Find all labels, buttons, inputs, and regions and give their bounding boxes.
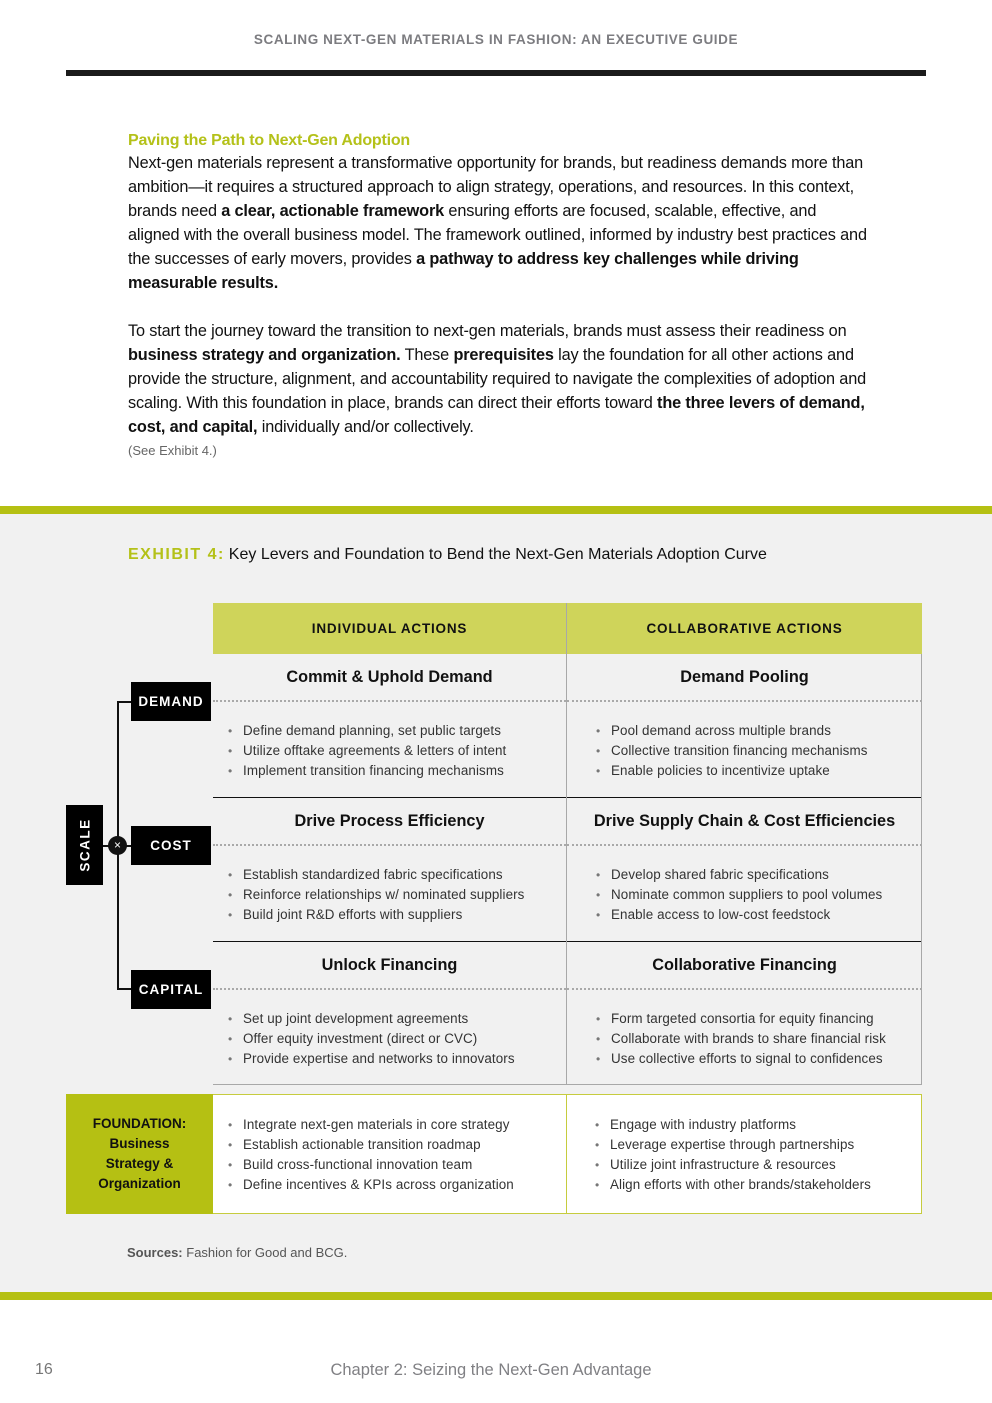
connector-demand bbox=[117, 701, 131, 703]
cell-demand-collaborative bbox=[567, 654, 922, 798]
bullet-item: • Enable access to low-cost feedstock bbox=[595, 905, 922, 925]
bullet-item: • Engage with industry platforms bbox=[594, 1115, 921, 1135]
bullet-item: • Use collective efforts to signal to confidences bbox=[595, 1049, 922, 1069]
bullet-list bbox=[213, 846, 566, 925]
bullet-item: • Utilize offtake agreements & letters of intent bbox=[227, 741, 566, 761]
lever-row-cost bbox=[213, 797, 922, 941]
lever-row-demand bbox=[213, 654, 922, 798]
exhibit-title bbox=[128, 546, 767, 564]
cell-title: Commit & Uphold Demand bbox=[286, 667, 493, 686]
column-divider bbox=[566, 603, 567, 1085]
cell-title: Demand Pooling bbox=[680, 667, 809, 686]
cell-title: Collaborative Financing bbox=[652, 955, 837, 974]
header-rule bbox=[66, 70, 926, 76]
foundation-label-line: Organization bbox=[98, 1176, 181, 1191]
exhibit-reference: (See Exhibit 4.) bbox=[128, 443, 217, 458]
bullet-item: • Collective transition financing mechanisms bbox=[595, 741, 922, 761]
sources-label: Sources: bbox=[127, 1245, 183, 1260]
bullet-item: • Nominate common suppliers to pool volumes bbox=[595, 885, 922, 905]
table-right-edge bbox=[921, 654, 922, 1085]
running-header: SCALING NEXT-GEN MATERIALS IN FASHION: AN EXECUTIVE GUIDE bbox=[253, 32, 739, 47]
foundation-label-line: Business bbox=[109, 1136, 170, 1151]
bullet-item: • Align efforts with other brands/stakeholders bbox=[594, 1175, 921, 1195]
bullet-item: • Provide expertise and networks to innovators bbox=[227, 1049, 566, 1069]
bullet-list bbox=[213, 702, 566, 781]
bullet-item: • Build cross-functional innovation team bbox=[227, 1155, 566, 1175]
exhibit-label: EXHIBIT 4: bbox=[128, 546, 225, 563]
page-number: 16 bbox=[35, 1361, 53, 1378]
lever-row-capital bbox=[213, 941, 922, 1085]
bullet-list bbox=[567, 846, 922, 925]
lever-tag-cost: COST bbox=[131, 826, 211, 865]
foundation-individual bbox=[213, 1094, 567, 1214]
cell-capital-collaborative bbox=[567, 942, 922, 1084]
cell-title: Drive Process Efficiency bbox=[294, 811, 485, 830]
multiply-node-icon: × bbox=[108, 836, 127, 855]
cell-cost-individual bbox=[213, 798, 566, 941]
bullet-item: • Define demand planning, set public targets bbox=[227, 721, 566, 741]
bullet-item: • Leverage expertise through partnerships bbox=[594, 1135, 921, 1155]
cell-demand-individual bbox=[213, 654, 566, 798]
bullet-item: • Develop shared fabric specifications bbox=[595, 865, 922, 885]
section-title: Paving the Path to Next-Gen Adoption bbox=[128, 132, 410, 149]
cell-capital-individual bbox=[213, 942, 566, 1084]
intro-paragraph-2: To start the journey toward the transition to next-gen materials, brands must assess their readiness on business strategy and organization. These prerequisites lay the foundation for all other actions and provide the structure, alignment, and accountability required to navigate the complexities of adoption and scaling. With this foundation in place, brands can direct their efforts toward the three levers of demand, cost, and capital, individually and/or collectively. bbox=[128, 322, 867, 436]
lever-tag-demand: DEMAND bbox=[131, 682, 211, 721]
foundation-label-line: Strategy & bbox=[105, 1156, 174, 1171]
exhibit-title-text: Key Levers and Foundation to Bend the Next-Gen Materials Adoption Curve bbox=[228, 546, 767, 563]
sources-text: Fashion for Good and BCG. bbox=[182, 1245, 348, 1260]
chapter-footer: Chapter 2: Seizing the Next-Gen Advantage bbox=[330, 1361, 652, 1379]
bullet-item: • Establish standardized fabric specifications bbox=[227, 865, 566, 885]
bullet-item: • Form targeted consortia for equity financing bbox=[595, 1009, 922, 1029]
sources-note bbox=[127, 1245, 347, 1260]
bullet-list bbox=[567, 990, 922, 1069]
bullet-item: • Implement transition financing mechanisms bbox=[227, 761, 566, 781]
scale-label-box bbox=[66, 805, 103, 885]
cell-title: Unlock Financing bbox=[321, 955, 458, 974]
foundation-collaborative bbox=[567, 1094, 922, 1214]
bullet-item: • Collaborate with brands to share financial risk bbox=[595, 1029, 922, 1049]
exhibit-4 bbox=[0, 506, 992, 1300]
scale-label: SCALE bbox=[77, 818, 92, 872]
bullet-list bbox=[213, 1095, 566, 1195]
bullet-item: • Pool demand across multiple brands bbox=[595, 721, 922, 741]
column-header-individual: INDIVIDUAL ACTIONS bbox=[213, 603, 566, 654]
bullet-item: • Build joint R&D efforts with suppliers bbox=[227, 905, 566, 925]
cell-cost-collaborative bbox=[567, 798, 922, 941]
bullet-item: • Enable policies to incentivize uptake bbox=[595, 761, 922, 781]
foundation-label-line: FOUNDATION: bbox=[92, 1116, 187, 1131]
foundation-row bbox=[66, 1094, 922, 1214]
cell-title: Drive Supply Chain & Cost Efficiencies bbox=[593, 811, 896, 830]
connector-capital bbox=[117, 988, 131, 990]
bullet-item: • Define incentives & KPIs across organization bbox=[227, 1175, 566, 1195]
bullet-list bbox=[567, 702, 922, 781]
foundation-label bbox=[66, 1094, 213, 1214]
bullet-item: • Integrate next-gen materials in core strategy bbox=[227, 1115, 566, 1135]
bullet-item: • Reinforce relationships w/ nominated suppliers bbox=[227, 885, 566, 905]
column-header-collaborative: COLLABORATIVE ACTIONS bbox=[567, 603, 922, 654]
bullet-item: • Offer equity investment (direct or CVC) bbox=[227, 1029, 566, 1049]
bullet-list bbox=[213, 990, 566, 1069]
bullet-item: • Set up joint development agreements bbox=[227, 1009, 566, 1029]
bullet-list bbox=[567, 1095, 921, 1195]
bullet-item: • Establish actionable transition roadmap bbox=[227, 1135, 566, 1155]
intro-section bbox=[128, 131, 868, 461]
lever-tag-capital: CAPITAL bbox=[131, 970, 211, 1009]
bullet-item: • Utilize joint infrastructure & resources bbox=[594, 1155, 921, 1175]
intro-paragraph-1: Next-gen materials represent a transformative opportunity for brands, but readiness demands more than ambition—it requires a structured approach to align strategy, operations, and resources. In this context, brands need a clear, actionable framework ensuring efforts are focused, scalable, effective, and aligned with the overall business model. The framework outlined, informed by industry best practices and the successes of early movers, provides a pathway to address key challenges while driving measurable results. bbox=[128, 154, 867, 292]
